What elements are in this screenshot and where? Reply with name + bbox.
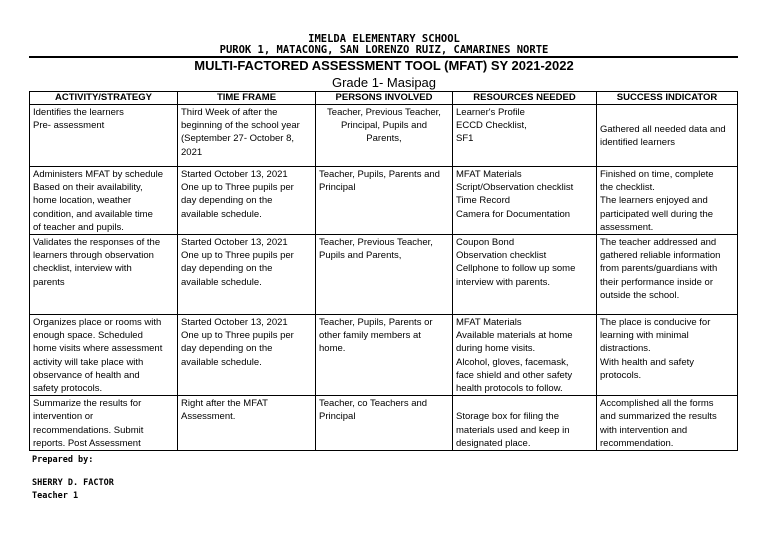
persons-cell <box>316 396 453 451</box>
cell-line: Pupils and Parents, <box>319 250 402 262</box>
activity-cell <box>30 235 178 315</box>
cell-line: Pre- assessment <box>33 120 105 132</box>
cell-line: Started October 13, 2021 <box>181 317 288 329</box>
cell-line: home. <box>319 343 346 355</box>
cell-line: day depending on the <box>181 343 273 355</box>
cell-line: Organizes place or rooms with <box>33 317 162 329</box>
table-row <box>30 315 738 396</box>
cell-line: Identifies the learners <box>33 107 124 118</box>
persons-cell <box>316 315 453 396</box>
cell-line: Available materials at home <box>456 330 573 342</box>
cell-line: Principal, Pupils and <box>340 120 428 132</box>
time-frame-cell <box>178 167 316 235</box>
cell-line: of teacher and pupils. <box>33 221 124 233</box>
cell-line: Teacher, Pupils, Parents and <box>319 169 440 180</box>
column-header-resources: RESOURCES NEEDED <box>453 92 597 105</box>
school-name: IMELDA ELEMENTARY SCHOOL <box>308 33 460 45</box>
cell-line: Based on their availability, <box>33 182 143 194</box>
cell-line: from parents/guardians with <box>600 263 718 275</box>
cell-line: Cellphone to follow up some <box>456 263 576 275</box>
cell-line: protocols. <box>600 369 642 381</box>
persons-cell <box>316 167 453 235</box>
cell-line: Gathered all needed data and <box>600 123 726 135</box>
cell-line: other family members at <box>319 330 421 342</box>
cell-line: recommendations. Submit <box>33 424 144 436</box>
cell-line: With health and safety <box>600 356 694 368</box>
cell-line: and summarized the results <box>600 411 717 423</box>
activity-cell <box>30 167 178 235</box>
time-frame-cell <box>178 105 316 167</box>
cell-line: Teacher, Previous Teacher, <box>319 237 433 249</box>
table-row <box>30 105 738 167</box>
cell-line: MFAT Materials <box>456 317 522 329</box>
cell-line: enough space. Scheduled <box>33 330 143 342</box>
column-header-success: SUCCESS INDICATOR <box>597 92 738 105</box>
cell-line: ECCD Checklist, <box>456 120 527 132</box>
cell-line: 2021 <box>181 146 203 158</box>
persons-cell <box>316 105 453 167</box>
cell-line: learning with minimal <box>600 330 689 342</box>
cell-line: Started October 13, 2021 <box>181 237 288 249</box>
table-row <box>30 235 738 315</box>
cell-line: available schedule. <box>181 208 262 220</box>
cell-line: Started October 13, 2021 <box>181 169 288 180</box>
resources-cell <box>453 105 597 167</box>
persons-cell <box>316 235 453 315</box>
cell-line: Assessment. <box>181 411 236 423</box>
cell-line: Accomplished all the forms <box>600 398 714 410</box>
cell-line: available schedule. <box>181 356 262 368</box>
cell-line: parents <box>33 276 65 288</box>
table-header-row <box>30 92 738 105</box>
mfat-table <box>29 91 738 451</box>
resources-cell <box>453 396 597 451</box>
cell-line: materials used and keep in <box>456 424 570 436</box>
cell-line: Storage box for filing the <box>456 411 559 423</box>
cell-line: Validates the responses of the <box>33 237 161 249</box>
column-header-persons: PERSONS INVOLVED <box>316 92 453 105</box>
prepared-by-label: Prepared by: <box>32 455 94 465</box>
cell-line: SF1 <box>456 133 474 145</box>
cell-line: Observation checklist <box>456 250 547 262</box>
cell-line: safety protocols. <box>33 383 103 395</box>
cell-line: Right after the MFAT <box>181 398 268 410</box>
cell-line: Camera for Documentation <box>456 208 571 220</box>
cell-line: day depending on the <box>181 263 273 275</box>
column-header-activity: ACTIVITY/STRATEGY <box>30 92 178 105</box>
column-header-time-frame: TIME FRAME <box>178 92 316 105</box>
cell-line: day depending on the <box>181 195 273 207</box>
cell-line: with intervention and <box>600 424 688 436</box>
cell-line: available schedule. <box>181 276 262 288</box>
time-frame-cell <box>178 315 316 396</box>
cell-line: Teacher, co Teachers and <box>319 398 428 410</box>
resources-cell <box>453 235 597 315</box>
cell-line: gathered reliable information <box>600 250 721 262</box>
activity-cell <box>30 396 178 451</box>
cell-line: face shield and other safety <box>456 369 573 381</box>
cell-line: distractions. <box>600 343 651 355</box>
cell-line: Parents, <box>366 133 402 145</box>
cell-line: home location, weather <box>33 195 132 207</box>
cell-line: home visits where assessment <box>33 343 163 355</box>
cell-line: the checklist. <box>600 182 655 194</box>
resources-cell <box>453 167 597 235</box>
success-cell <box>597 315 738 396</box>
cell-line: beginning of the school year <box>181 120 300 132</box>
resources-cell <box>453 315 597 396</box>
cell-line: activity will take place with <box>33 356 144 368</box>
cell-line <box>456 397 593 410</box>
cell-line: One up to Three pupils per <box>181 182 294 194</box>
cell-line: Coupon Bond <box>456 237 515 249</box>
cell-line: Teacher, Previous Teacher, <box>327 107 441 118</box>
cell-line: assessment. <box>600 221 654 233</box>
cell-line: The learners enjoyed and <box>600 195 708 207</box>
cell-line: learners through observation <box>33 250 154 262</box>
cell-line: Teacher, Pupils, Parents or <box>319 317 433 329</box>
success-cell <box>597 167 738 235</box>
cell-line: The place is conducive for <box>600 317 711 329</box>
cell-line: Third Week of after the <box>181 107 278 118</box>
cell-line: One up to Three pupils per <box>181 250 294 262</box>
document-title: MULTI-FACTORED ASSESSMENT TOOL (MFAT) SY 2021-2022 <box>194 58 574 73</box>
cell-line: Principal <box>319 182 356 194</box>
cell-line: recommendation. <box>600 437 674 449</box>
cell-line: outside the school. <box>600 289 680 301</box>
cell-line: Time Record <box>456 195 511 207</box>
activity-cell <box>30 315 178 396</box>
cell-line: One up to Three pupils per <box>181 330 294 342</box>
school-address: PUROK 1, MATACONG, SAN LORENZO RUIZ, CAMARINES NORTE <box>219 44 549 56</box>
cell-line: Learner's Profile <box>456 107 525 118</box>
cell-line: observance of health and <box>33 369 140 381</box>
time-frame-cell <box>178 235 316 315</box>
cell-line: during home visits. <box>456 343 536 355</box>
cell-line: their performance inside or <box>600 276 713 288</box>
cell-line: condition, and available time <box>33 208 153 220</box>
cell-line: reports. Post Assessment <box>33 437 141 449</box>
signer-name: SHERRY D. FACTOR <box>32 478 114 488</box>
success-cell <box>597 105 738 167</box>
cell-line: Administers MFAT by schedule <box>33 169 164 180</box>
success-cell <box>597 235 738 315</box>
time-frame-cell <box>178 396 316 451</box>
cell-line: checklist, interview with <box>33 263 132 275</box>
table-row <box>30 396 738 451</box>
cell-line: Principal <box>319 411 356 423</box>
grade-section: Grade 1- Masipag <box>331 75 437 90</box>
cell-line: (September 27- October 8, <box>181 133 294 145</box>
cell-line: participated well during the <box>600 208 714 220</box>
cell-line: MFAT Materials <box>456 169 522 180</box>
cell-line: Script/Observation checklist <box>456 182 574 194</box>
cell-line: identified learners <box>600 137 675 148</box>
cell-line: Summarize the results for <box>33 398 142 410</box>
cell-line: Alcohol, gloves, facemask, <box>456 356 569 368</box>
cell-line: designated place. <box>456 437 531 449</box>
signer-position: Teacher 1 <box>32 491 79 501</box>
cell-line: interview with parents. <box>456 276 550 288</box>
table-row <box>30 167 738 235</box>
cell-line: The teacher addressed and <box>600 237 717 249</box>
cell-line: health protocols to follow. <box>456 383 563 395</box>
cell-line: intervention or <box>33 411 94 423</box>
success-cell <box>597 396 738 451</box>
activity-cell <box>30 105 178 167</box>
cell-line: Finished on time, complete <box>600 169 714 180</box>
